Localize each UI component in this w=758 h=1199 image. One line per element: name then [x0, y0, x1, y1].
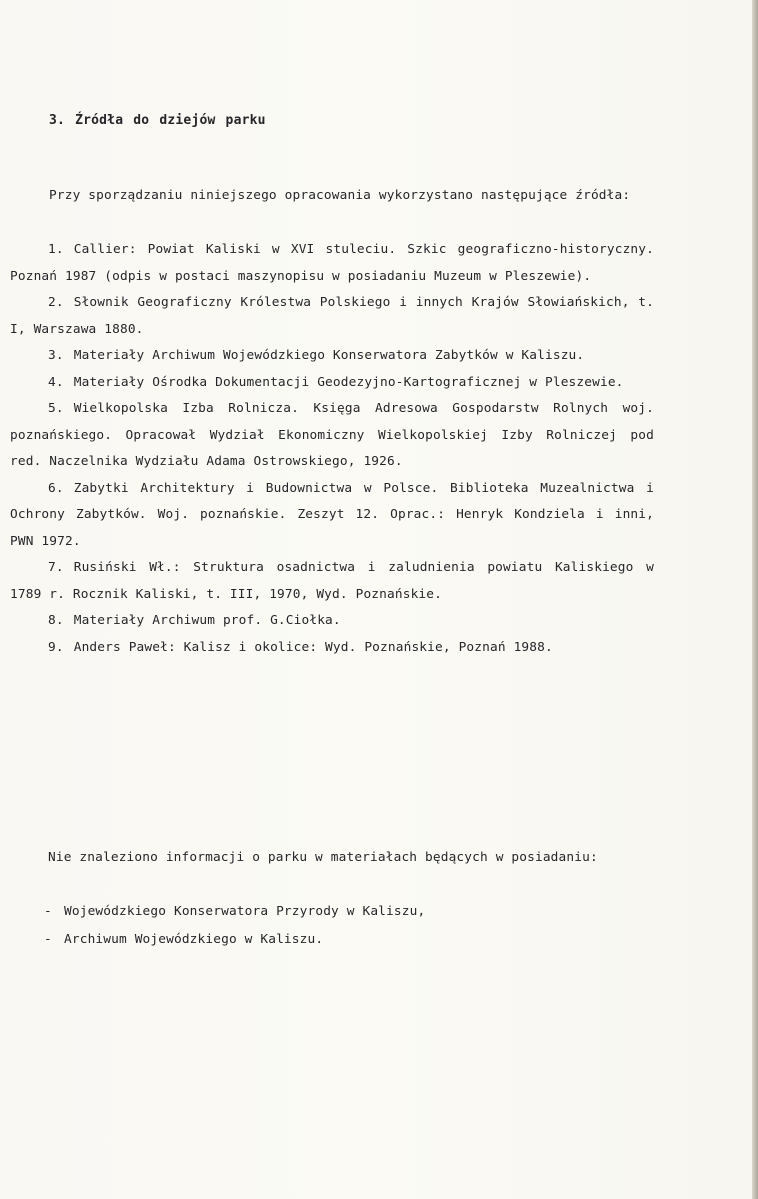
- dash-bullet: -: [44, 932, 52, 947]
- source-text: Zabytki Architektury i Budownictwa w Polsce. Biblioteka Muzealnictwa i Ochrony Zabytków. Woj. poznańskie. Zeszyt 12. Oprac.: Henryk Kondziela i inni, PWN 1972.: [10, 480, 654, 549]
- source-item-9: [10, 635, 654, 662]
- source-text: Rusiński Wł.: Struktura osadnictwa i zaludnienia powiatu Kaliskiego w 1789 r. Rocznik Kaliski, t. III, 1970, Wyd. Poznańskie.: [10, 560, 654, 602]
- intro-paragraph: Przy sporządzaniu niniejszego opracowania wykorzystano następujące źródła:: [49, 188, 631, 203]
- source-number: 5.: [48, 401, 64, 416]
- source-number: 9.: [48, 639, 64, 655]
- source-item-7: [10, 555, 654, 608]
- source-text: Materiały Archiwum prof. G.Ciołka.: [73, 613, 341, 628]
- dash-bullet: -: [44, 904, 52, 919]
- source-item-6: [10, 476, 654, 556]
- source-item-2: [10, 290, 654, 343]
- source-text: Callier: Powiat Kaliski w XVI stuleciu. Szkic geograficzno-historyczny. Poznań 1987 (odpis w postaci maszynopisu w posiadaniu Muzeum w Pleszewie).: [10, 242, 654, 284]
- source-item-5: [10, 396, 654, 476]
- source-item-8: [10, 608, 654, 635]
- source-text: Materiały Archiwum Wojewódzkiego Konserwatora Zabytków w Kaliszu.: [73, 348, 585, 363]
- source-text: Anders Paweł: Kalisz i okolice: Wyd. Poznańskie, Poznań 1988.: [73, 639, 553, 655]
- source-number: 8.: [48, 613, 64, 628]
- source-text: Słownik Geograficzny Królestwa Polskiego i innych Krajów Słowiańskich, t. I, Warszawa 1880.: [10, 295, 654, 337]
- not-found-item-1: [44, 898, 624, 926]
- not-found-paragraph: Nie znaleziono informacji o parku w materiałach będących w posiadaniu:: [48, 850, 598, 865]
- not-found-item-text: Archiwum Wojewódzkiego w Kaliszu.: [64, 932, 324, 947]
- source-number: 4.: [48, 374, 64, 390]
- source-text: Wielkopolska Izba Rolnicza. Księga Adresowa Gospodarstw Rolnych woj. poznańskiego. Opracował Wydział Ekonomiczny Wielkopolskiej Izby Rolniczej pod red. Naczelnika Wydziału Adama Ostrowskiego, 1926.: [10, 401, 654, 469]
- source-item-3: [10, 343, 654, 370]
- not-found-item-2: [44, 926, 624, 954]
- not-found-item-text: Wojewódzkiego Konserwatora Przyrody w Kaliszu,: [64, 904, 426, 919]
- page-edge: [752, 0, 758, 1199]
- section-heading: 3. Źródła do dziejów parku: [49, 113, 266, 128]
- source-number: 1.: [48, 242, 64, 257]
- source-number: 3.: [48, 348, 64, 363]
- source-item-1: [10, 237, 654, 290]
- source-number: 7.: [48, 560, 64, 575]
- source-number: 6.: [48, 480, 64, 496]
- source-text: Materiały Ośrodka Dokumentacji Geodezyjno-Kartograficznej w Pleszewie.: [73, 374, 624, 390]
- source-list: [10, 237, 654, 661]
- source-item-4: [10, 370, 654, 397]
- source-number: 2.: [48, 295, 64, 310]
- not-found-list: [44, 898, 624, 954]
